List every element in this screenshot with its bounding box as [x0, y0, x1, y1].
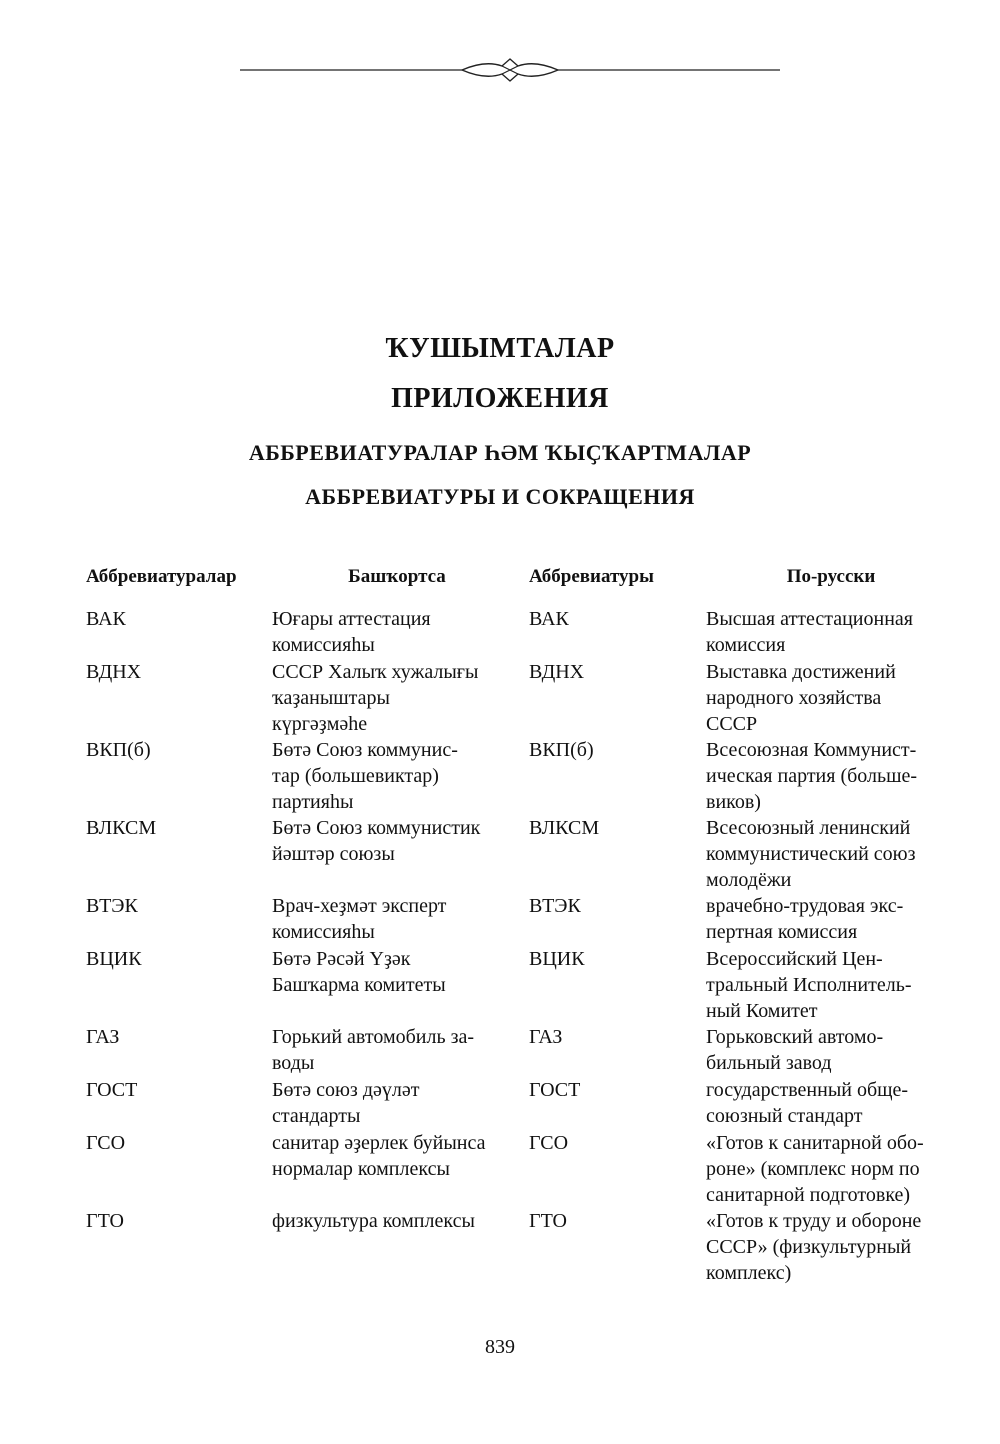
cell-abbr-bashkir: ВКП(б): [86, 739, 151, 761]
cell-line: молодёжи: [706, 869, 792, 891]
russian-subtitle: АББРЕВИАТУРЫ И СОКРАЩЕНИЯ: [305, 484, 695, 509]
cell-abbr-russian: ВЦИК: [529, 948, 585, 970]
cell-line: физкультура комплексы: [272, 1210, 475, 1232]
cell-russian: [706, 815, 956, 893]
cell-line: комиссия: [706, 634, 786, 656]
cell-line: Башҡарма комитеты: [272, 974, 446, 996]
cell-line: Горький автомобиль за-: [272, 1026, 475, 1048]
cell-abbr-bashkir: ГСО: [86, 1132, 126, 1154]
cell-line: Врач-хеҙмәт эксперт: [272, 895, 447, 917]
cell-line: комплекс): [706, 1262, 792, 1284]
cell-abbr-russian: ВДНХ: [529, 661, 585, 683]
cell-line: тральный Исполнитель-: [706, 974, 912, 996]
cell-line: «Готов к санитарной обо-: [706, 1132, 924, 1154]
cell-russian: [706, 1208, 956, 1286]
cell-line: Высшая аттестационная: [706, 608, 913, 630]
cell-russian: [706, 893, 956, 945]
cell-abbr-russian: ГАЗ: [529, 1026, 563, 1048]
table-row: [86, 815, 946, 893]
cell-bashkir: [272, 1077, 522, 1129]
abbreviations-table: [86, 566, 946, 1286]
cell-line: «Готов к труду и обороне: [706, 1210, 922, 1232]
table-row: [86, 659, 946, 737]
cell-bashkir: [272, 815, 522, 867]
bashkir-subtitle: АББРЕВИАТУРАЛАР ҺӘМ ҠЫҪҠАРТМАЛАР: [248, 440, 752, 465]
table-row: [86, 606, 946, 659]
cell-line: партияһы: [272, 791, 354, 813]
cell-abbr-russian: ВЛКСМ: [529, 817, 600, 839]
cell-line: виков): [706, 791, 761, 813]
cell-russian: [706, 737, 956, 815]
cell-line: Бөтә Союз коммунистик: [272, 817, 481, 839]
cell-abbr-russian: ГСО: [529, 1132, 569, 1154]
cell-line: союзный стандарт: [706, 1105, 863, 1127]
cell-bashkir: [272, 737, 522, 815]
cell-line: нормалар комплексы: [272, 1158, 450, 1180]
cell-line: тар (большевиктар): [272, 765, 439, 787]
cell-bashkir: [272, 946, 522, 998]
cell-line: Всесоюзный ленинский: [706, 817, 911, 839]
cell-line: коммунистический союз: [706, 843, 916, 865]
cell-line: СССР Халыҡ хужалығы: [272, 661, 479, 683]
cell-line: Выставка достижений: [706, 661, 896, 683]
cell-abbr-bashkir: ГТО: [86, 1210, 124, 1232]
table-row: [86, 1208, 946, 1286]
cell-russian: [706, 1130, 956, 1208]
cell-line: Бөтә союз дәүләт: [272, 1079, 420, 1101]
cell-russian: [706, 1024, 956, 1076]
cell-bashkir: [272, 1130, 522, 1182]
cell-line: комиссияһы: [272, 921, 375, 943]
cell-russian: [706, 606, 956, 658]
header-abbr-bashkir: Аббревиатуралар: [86, 566, 237, 587]
cell-line: Юғары аттестация: [272, 608, 431, 630]
cell-bashkir: [272, 1024, 522, 1076]
cell-abbr-russian: ГОСТ: [529, 1079, 581, 1101]
cell-abbr-bashkir: ГАЗ: [86, 1026, 120, 1048]
header-abbr-russian: Аббревиатуры: [529, 566, 654, 587]
cell-line: СССР: [706, 713, 758, 735]
cell-abbr-bashkir: ВДНХ: [86, 661, 142, 683]
cell-line: санитар әҙерлек буйынса: [272, 1132, 486, 1154]
cell-bashkir: [272, 1208, 522, 1234]
cell-line: ическая партия (больше-: [706, 765, 918, 787]
cell-line: Горьковский автомо-: [706, 1026, 884, 1048]
russian-main-title: ПРИЛОЖЕНИЯ: [391, 383, 609, 414]
cell-line: воды: [272, 1052, 315, 1074]
table-row: [86, 946, 946, 1024]
cell-line: народного хозяйства: [706, 687, 882, 709]
cell-russian: [706, 659, 956, 737]
cell-line: Бөтә Рәсәй Үҙәк: [272, 948, 411, 970]
cell-bashkir: [272, 606, 522, 658]
cell-line: Бөтә Союз коммунис-: [272, 739, 458, 761]
cell-line: йәштәр союзы: [272, 843, 395, 865]
cell-line: СССР» (физкультурный: [706, 1236, 912, 1258]
cell-bashkir: [272, 893, 522, 945]
table-row: [86, 893, 946, 946]
cell-line: Всесоюзная Коммунист-: [706, 739, 917, 761]
cell-abbr-bashkir: ВТЭК: [86, 895, 138, 917]
cell-line: роне» (комплекс норм по: [706, 1158, 920, 1180]
table-row: [86, 1077, 946, 1130]
cell-abbr-russian: ВКП(б): [529, 739, 594, 761]
table-row: [86, 1024, 946, 1077]
cell-abbr-russian: ВТЭК: [529, 895, 581, 917]
header-russian: По-русски: [786, 566, 876, 587]
cell-line: комиссияһы: [272, 634, 375, 656]
header-bashkir: Башҡортса: [348, 566, 446, 587]
cell-abbr-bashkir: ГОСТ: [86, 1079, 138, 1101]
cell-line: врачебно-трудовая экс-: [706, 895, 904, 917]
cell-abbr-bashkir: ВЦИК: [86, 948, 142, 970]
cell-russian: [706, 1077, 956, 1129]
cell-line: ҡаҙаныштары: [272, 687, 390, 709]
cell-line: стандарты: [272, 1105, 361, 1127]
table-body: [86, 606, 946, 1286]
cell-line: ный Комитет: [706, 1000, 818, 1022]
cell-line: бильный завод: [706, 1052, 832, 1074]
cell-abbr-russian: ВАК: [529, 608, 569, 630]
cell-bashkir: [272, 659, 522, 737]
table-header: [86, 566, 946, 606]
cell-line: государственный обще-: [706, 1079, 909, 1101]
cell-abbr-bashkir: ВЛКСМ: [86, 817, 157, 839]
cell-abbr-bashkir: ВАК: [86, 608, 126, 630]
bashkir-main-title: ҠУШЫМТАЛАР: [385, 333, 615, 364]
ornament-divider: [240, 56, 780, 84]
cell-line: пертная комиссия: [706, 921, 858, 943]
cell-russian: [706, 946, 956, 1024]
cell-line: санитарной подготовке): [706, 1184, 911, 1206]
table-row: [86, 1130, 946, 1208]
table-row: [86, 737, 946, 815]
page-number: 839: [485, 1336, 515, 1358]
cell-line: Всероссийский Цен-: [706, 948, 883, 970]
cell-line: күргәҙмәһе: [272, 713, 368, 735]
cell-abbr-russian: ГТО: [529, 1210, 567, 1232]
